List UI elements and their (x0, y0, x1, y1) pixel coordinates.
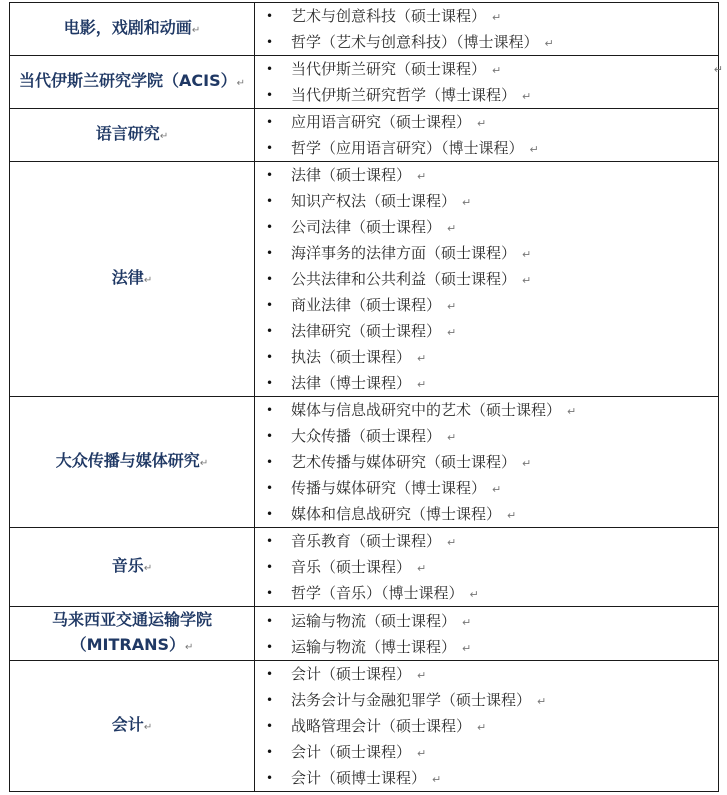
faculty-cell (10, 3, 255, 56)
course-name: 大众传播（硕士课程） (291, 427, 442, 445)
list-item (255, 56, 718, 82)
faculty-cell (10, 528, 255, 607)
faculty-name: 马来西亚交通运输学院（MITRANS） (51, 610, 212, 654)
table-row (10, 56, 719, 109)
paragraph-mark: ↵ (522, 90, 532, 103)
paragraph-mark: ↵ (447, 300, 457, 313)
programs-table (9, 2, 719, 792)
paragraph-mark: ↵ (143, 722, 153, 733)
table-row (10, 3, 719, 56)
course-name: 知识产权法（硕士课程） (291, 192, 457, 210)
paragraph-mark: ↵ (236, 78, 245, 89)
course-name: 媒体与信息战研究中的艺术（硕士课程） (291, 401, 562, 419)
course-name: 哲学（应用语言研究）（博士课程） (291, 139, 524, 157)
course-name: 艺术传播与媒体研究（硕士课程） (291, 453, 517, 471)
bullet-icon: • (266, 719, 274, 733)
course-name: 哲学（艺术与创意科技）（博士课程） (291, 33, 539, 51)
faculty-name: 大众传播与媒体研究 (55, 451, 200, 470)
list-item (255, 214, 718, 240)
courses-cell (255, 109, 719, 162)
course-name: 法务会计与金融犯罪学（硕士课程） (291, 691, 532, 709)
course-name: 执法（硕士课程） (291, 348, 412, 366)
course-list (255, 661, 718, 791)
paragraph-mark: ↵ (447, 431, 457, 444)
course-list (255, 109, 718, 161)
list-item (255, 318, 718, 344)
paragraph-mark: ↵ (447, 326, 457, 339)
list-item (255, 475, 718, 501)
course-name: 当代伊斯兰研究（硕士课程） (291, 60, 487, 78)
paragraph-mark: ↵ (462, 196, 472, 209)
bullet-icon: • (266, 62, 274, 76)
faculty-cell (10, 162, 255, 397)
bullet-icon: • (266, 639, 274, 654)
paragraph-mark: ↵ (417, 170, 427, 183)
faculty-cell (10, 661, 255, 792)
course-name: 哲学（音乐）（博士课程） (291, 584, 464, 602)
table-row (10, 528, 719, 607)
bullet-icon: • (266, 88, 274, 102)
courses-cell (255, 528, 719, 607)
faculty-cell (10, 109, 255, 162)
course-name: 艺术与创意科技（硕士课程） (291, 7, 487, 25)
course-name: 运输与物流（硕士课程） (291, 611, 457, 630)
faculty-name: 法律 (111, 268, 144, 287)
list-item (255, 765, 718, 791)
paragraph-mark: ↵ (537, 695, 547, 708)
list-item (255, 292, 718, 318)
paragraph-mark: ↵ (529, 143, 539, 156)
bullet-icon: • (266, 194, 274, 208)
bullet-icon: • (266, 745, 274, 759)
paragraph-mark: ↵ (159, 131, 169, 142)
paragraph-mark: ↵ (544, 37, 554, 50)
bullet-icon: • (266, 324, 274, 338)
course-name: 法律（硕士课程） (291, 166, 412, 184)
paragraph-mark: ↵ (477, 117, 487, 130)
paragraph-mark: ↵ (522, 457, 532, 470)
bullet-icon: • (266, 403, 274, 417)
course-name: 会计（硕博士课程） (291, 769, 427, 787)
courses-cell (255, 661, 719, 792)
list-item (255, 188, 718, 214)
faculty-name: 电影，戏剧和动画 (63, 18, 192, 37)
course-name: 法律研究（硕士课程） (291, 322, 442, 340)
faculty-name: 音乐 (111, 556, 144, 575)
table-row (10, 607, 719, 661)
bullet-icon: • (266, 455, 274, 469)
list-item (255, 423, 718, 449)
list-item (255, 528, 718, 554)
paragraph-mark: ↵ (713, 63, 723, 76)
course-name: 运输与物流（博士课程） (291, 637, 457, 656)
faculty-name: 语言研究 (95, 124, 160, 143)
bullet-icon: • (266, 613, 274, 628)
list-item (255, 634, 718, 660)
list-item (255, 449, 718, 475)
courses-cell (255, 397, 719, 528)
paragraph-mark: ↵ (477, 721, 487, 734)
paragraph-mark: ↵ (199, 458, 209, 469)
paragraph-mark: ↵ (469, 588, 479, 601)
table-row (10, 397, 719, 528)
paragraph-mark: ↵ (417, 669, 427, 682)
course-name: 会计（硕士课程） (291, 743, 412, 761)
bullet-icon: • (266, 534, 274, 548)
list-item (255, 713, 718, 739)
course-name: 音乐（硕士课程） (291, 558, 412, 576)
bullet-icon: • (266, 246, 274, 260)
list-item (255, 397, 718, 423)
list-item (255, 554, 718, 580)
paragraph-mark: ↵ (492, 483, 502, 496)
bullet-icon: • (266, 693, 274, 707)
bullet-icon: • (266, 298, 274, 312)
paragraph-mark: ↵ (507, 509, 517, 522)
courses-cell (255, 607, 719, 661)
course-name: 音乐教育（硕士课程） (291, 532, 442, 550)
courses-cell (255, 3, 719, 56)
bullet-icon: • (266, 507, 274, 521)
bullet-icon: • (266, 35, 274, 49)
faculty-name: 当代伊斯兰研究学院（ACIS） (19, 71, 237, 90)
courses-cell (255, 56, 719, 109)
paragraph-mark: ↵ (462, 615, 472, 629)
bullet-icon: • (266, 272, 274, 286)
list-item (255, 370, 718, 396)
bullet-icon: • (266, 560, 274, 574)
course-name: 海洋事务的法律方面（硕士课程） (291, 244, 517, 262)
paragraph-mark: ↵ (417, 378, 427, 391)
course-name: 公司法律（硕士课程） (291, 218, 442, 236)
bullet-icon: • (266, 115, 274, 129)
bullet-icon: • (266, 350, 274, 364)
bullet-icon: • (266, 376, 274, 390)
bullet-icon: • (266, 141, 274, 155)
paragraph-mark: ↵ (492, 64, 502, 77)
bullet-icon: • (266, 168, 274, 182)
course-name: 应用语言研究（硕士课程） (291, 113, 472, 131)
faculty-cell (10, 607, 255, 661)
courses-cell (255, 162, 719, 397)
paragraph-mark: ↵ (417, 562, 427, 575)
table-row (10, 661, 719, 792)
list-item (255, 266, 718, 292)
list-item (255, 29, 718, 55)
paragraph-mark: ↵ (492, 11, 502, 24)
list-item (255, 240, 718, 266)
paragraph-mark: ↵ (417, 352, 427, 365)
course-list (255, 3, 718, 55)
course-name: 传播与媒体研究（博士课程） (291, 479, 487, 497)
course-name: 法律（博士课程） (291, 374, 412, 392)
bullet-icon: • (266, 667, 274, 681)
list-item (255, 608, 718, 634)
list-item (255, 580, 718, 606)
bullet-icon: • (266, 481, 274, 495)
faculty-name: 会计 (111, 715, 144, 734)
course-list (255, 528, 718, 606)
paragraph-mark: ↵ (432, 773, 442, 786)
paragraph-mark: ↵ (417, 747, 427, 760)
course-name: 媒体和信息战研究（博士课程） (291, 505, 502, 523)
paragraph-mark: ↵ (447, 222, 457, 235)
table-row (10, 162, 719, 397)
course-list (255, 162, 718, 396)
paragraph-mark: ↵ (143, 275, 153, 286)
table-body (10, 3, 719, 792)
list-item (255, 109, 718, 135)
list-item (255, 3, 718, 29)
course-name: 公共法律和公共利益（硕士课程） (291, 270, 517, 288)
list-item (255, 344, 718, 370)
list-item (255, 82, 718, 108)
bullet-icon: • (266, 586, 274, 600)
bullet-icon: • (266, 771, 274, 785)
course-name: 会计（硕士课程） (291, 665, 412, 683)
paragraph-mark: ↵ (522, 274, 532, 287)
paragraph-mark: ↵ (191, 25, 201, 36)
list-item (255, 687, 718, 713)
course-name: 当代伊斯兰研究哲学（博士课程） (291, 86, 517, 104)
paragraph-mark: ↵ (567, 405, 577, 418)
paragraph-mark: ↵ (185, 642, 194, 653)
list-item (255, 661, 718, 687)
faculty-cell (10, 397, 255, 528)
table-row (10, 109, 719, 162)
paragraph-mark: ↵ (143, 563, 153, 574)
list-item (255, 739, 718, 765)
course-list (255, 56, 718, 108)
paragraph-mark: ↵ (522, 248, 532, 261)
course-list (255, 608, 718, 660)
bullet-icon: • (266, 9, 274, 23)
faculty-cell (10, 56, 255, 109)
list-item (255, 162, 718, 188)
course-name: 商业法律（硕士课程） (291, 296, 442, 314)
bullet-icon: • (266, 429, 274, 443)
bullet-icon: • (266, 220, 274, 234)
course-name: 战略管理会计（硕士课程） (291, 717, 472, 735)
paragraph-mark: ↵ (447, 536, 457, 549)
paragraph-mark: ↵ (462, 641, 472, 655)
list-item (255, 135, 718, 161)
list-item (255, 501, 718, 527)
course-list (255, 397, 718, 527)
